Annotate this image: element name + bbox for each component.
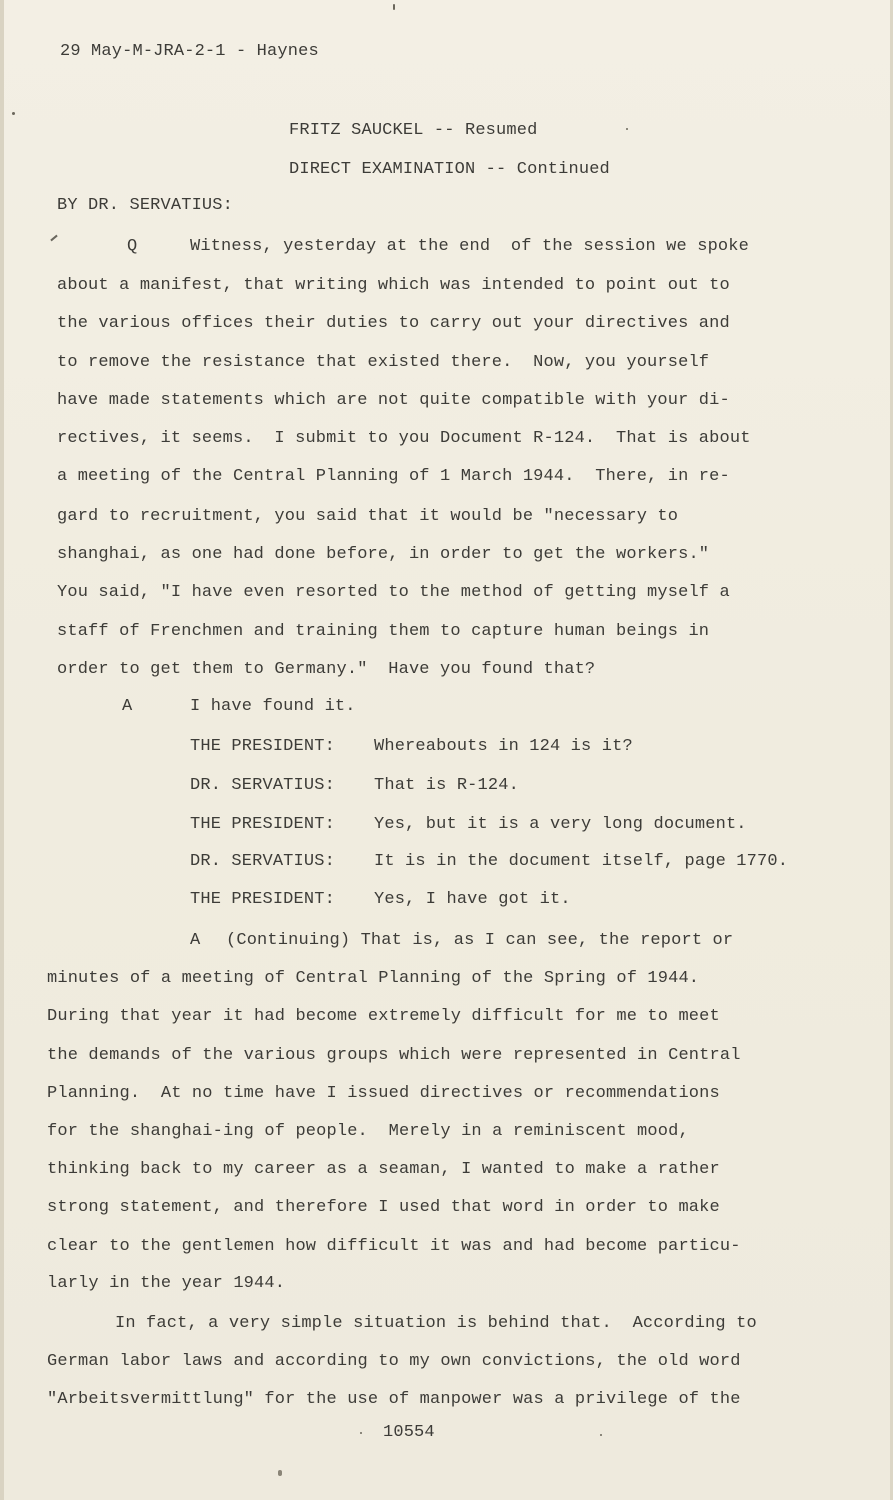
exchange-speaker: DR. SERVATIUS: (190, 776, 335, 795)
question-line: order to get them to Germany." Have you found that? (57, 660, 596, 679)
continuing-line: larly in the year 1944. (47, 1274, 286, 1293)
continuing-marker: A (190, 931, 201, 950)
question-line: shanghai, as one had done before, in order to get the workers." (57, 545, 710, 564)
title-examination: DIRECT EXAMINATION -- Continued (289, 160, 610, 179)
answer-marker: A (122, 697, 133, 716)
exchange-text: That is R-124. (374, 776, 519, 795)
continuing-line: thinking back to my career as a seaman, I wanted to make a rather (47, 1160, 720, 1179)
question-line: staff of Frenchmen and training them to capture human beings in (57, 622, 710, 641)
question-line: to remove the resistance that existed there. Now, you yourself (57, 353, 710, 372)
ink-speck (600, 1434, 602, 1436)
exchange-speaker: THE PRESIDENT: (190, 890, 335, 909)
paper-edge-left (0, 0, 4, 1500)
answer-text: I have found it. (190, 697, 356, 716)
exchange-speaker: THE PRESIDENT: (190, 815, 335, 834)
continuing-line: During that year it had become extremely difficult for me to meet (47, 1007, 720, 1026)
final-paragraph-first-line: In fact, a very simple situation is behind that. According to (115, 1314, 757, 1333)
continuing-line: clear to the gentlemen how difficult it was and had become particu- (47, 1237, 741, 1256)
question-line: about a manifest, that writing which was intended to point out to (57, 276, 730, 295)
question-line: You said, "I have even resorted to the method of getting myself a (57, 583, 730, 602)
question-line: rectives, it seems. I submit to you Document R-124. That is about (57, 429, 751, 448)
ink-speck (278, 1470, 282, 1476)
title-witness: FRITZ SAUCKEL -- Resumed (289, 121, 538, 140)
ink-speck (626, 128, 628, 130)
examiner-line: BY DR. SERVATIUS: (57, 196, 233, 215)
final-paragraph-line: "Arbeitsvermittlung" for the use of manpower was a privilege of the (47, 1390, 741, 1409)
question-marker: Q (127, 237, 138, 256)
page-number: 10554 (383, 1423, 435, 1442)
question-line: have made statements which are not quite compatible with your di- (57, 391, 730, 410)
exchange-text: Yes, I have got it. (374, 890, 571, 909)
question-line: Witness, yesterday at the end of the session we spoke (190, 237, 749, 256)
question-line: a meeting of the Central Planning of 1 March 1944. There, in re- (57, 467, 730, 486)
exchange-speaker: DR. SERVATIUS: (190, 852, 335, 871)
question-line: gard to recruitment, you said that it would be "necessary to (57, 507, 679, 526)
ink-speck (393, 4, 395, 10)
continuing-line: the demands of the various groups which were represented in Central (47, 1046, 741, 1065)
question-line: the various offices their duties to carry out your directives and (57, 314, 730, 333)
continuing-first-line: (Continuing) That is, as I can see, the report or (226, 931, 734, 950)
exchange-text: Yes, but it is a very long document. (374, 815, 747, 834)
continuing-line: Planning. At no time have I issued directives or recommendations (47, 1084, 720, 1103)
document-header: 29 May-M-JRA-2-1 - Haynes (60, 42, 319, 61)
continuing-line: for the shanghai-ing of people. Merely in a reminiscent mood, (47, 1122, 689, 1141)
margin-tick (50, 235, 57, 242)
exchange-text: Whereabouts in 124 is it? (374, 737, 633, 756)
ink-speck (360, 1432, 362, 1434)
continuing-line: strong statement, and therefore I used that word in order to make (47, 1198, 720, 1217)
ink-speck (12, 112, 15, 115)
continuing-line: minutes of a meeting of Central Planning of the Spring of 1944. (47, 969, 700, 988)
exchange-speaker: THE PRESIDENT: (190, 737, 335, 756)
final-paragraph-line: German labor laws and according to my own convictions, the old word (47, 1352, 741, 1371)
exchange-text: It is in the document itself, page 1770. (374, 852, 789, 871)
